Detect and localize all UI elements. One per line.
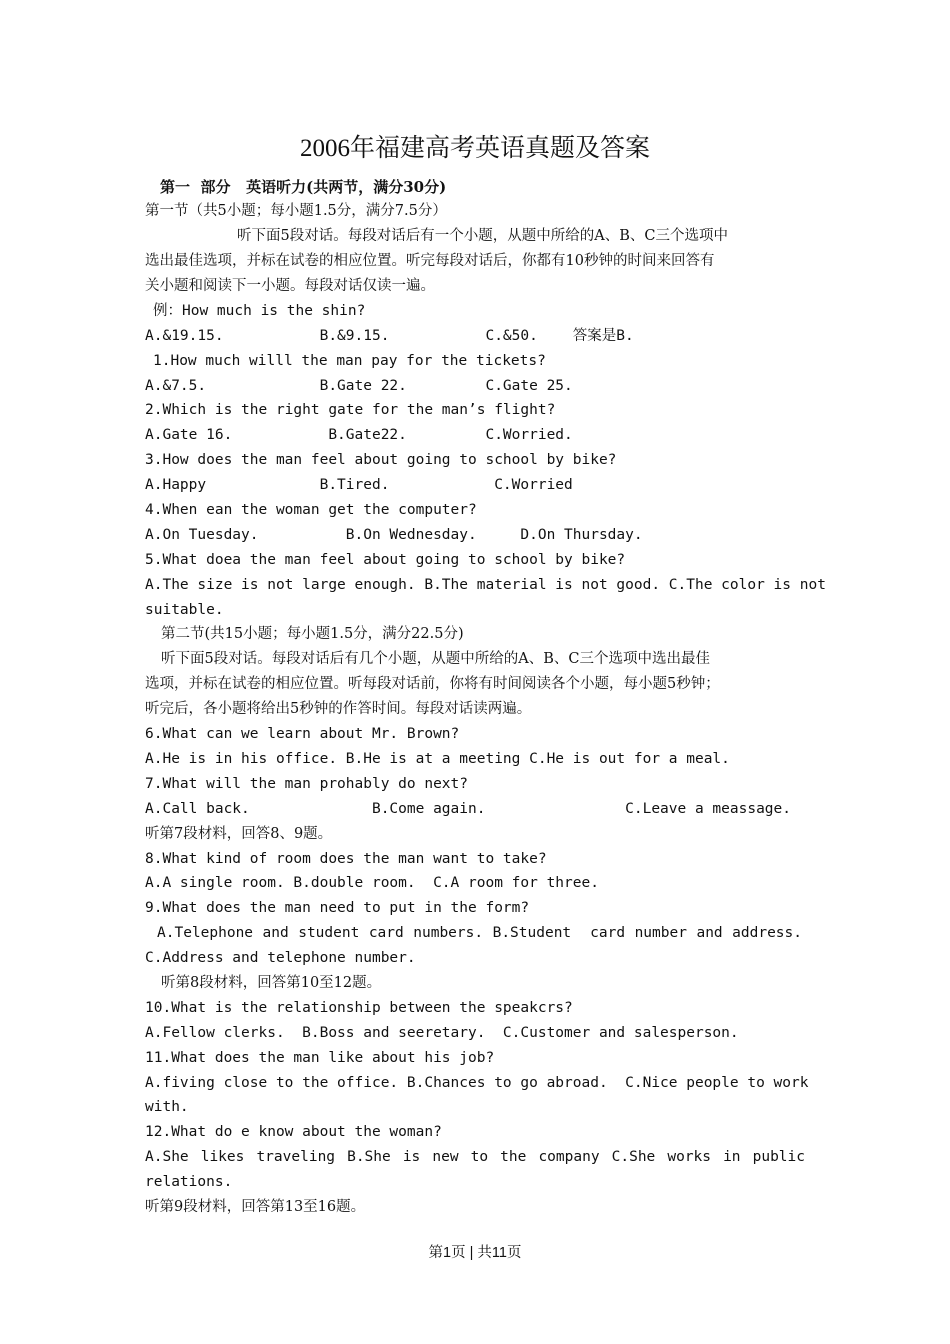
text-line: 6.What can we learn about Mr. Brown? <box>145 726 460 742</box>
text-line: 9.What does the man need to put in the form? <box>145 900 530 916</box>
text-line: 第二节(共15小题；每小题1.5分，满分22.5分) <box>161 626 464 642</box>
text-line: A.Call back. B.Come again. C.Leave a meassage. <box>145 801 792 817</box>
text-line: 例：How much is the shin? <box>153 303 366 319</box>
text-line: 听第8段材料，回答第10至12题。 <box>161 975 382 991</box>
text-line: A.He is in his office. B.He is at a meeting C.He is out for a meal. <box>145 751 730 767</box>
text-line: A.Fellow clerks. B.Boss and seeretary. C.Customer and salesperson. <box>145 1025 739 1041</box>
text-line: A.Gate 16. B.Gate22. C.Worried. <box>145 427 573 443</box>
text-line: 听第7段材料，回答8、9题。 <box>145 826 333 842</box>
text-line: 3.How does the man feel about going to school by bike? <box>145 452 617 468</box>
text-line: 2.Which is the right gate for the man’s flight? <box>145 402 556 418</box>
text-line: A.On Tuesday. B.On Wednesday. D.On Thursday. <box>145 527 643 543</box>
text-line: 4.When ean the woman get the computer? <box>145 502 477 518</box>
text-line: A.fiving close to the office. B.Chances to go abroad. C.Nice people to work <box>145 1075 809 1091</box>
text-line: 听下面5段对话。每段对话后有几个小题，从题中所给的A、B、C三个选项中选出最佳 <box>161 651 710 667</box>
text-line: A.She likes traveling B.She is new to the company C.She works in public <box>145 1149 805 1165</box>
text-line: A.&7.5. B.Gate 22. C.Gate 25. <box>145 378 573 394</box>
text-line: 选项，并标在试卷的相应位置。听每段对话前，你将有时间阅读各个小题，每小题5秒钟； <box>145 676 720 692</box>
text-line: 选出最佳选项，并标在试卷的相应位置。听完每段对话后，你都有10秒钟的时间来回答有 <box>145 253 715 269</box>
text-line: A.Happy B.Tired. C.Worried <box>145 477 573 493</box>
text-line: suitable. <box>145 602 224 618</box>
text-line: A.The size is not large enough. B.The material is not good. C.The color is not <box>145 577 826 593</box>
text-line: with. <box>145 1099 189 1115</box>
text-line: A.Telephone and student card numbers. B.Student card number and address. <box>157 925 802 941</box>
text-line: 听第9段材料，回答第13至16题。 <box>145 1199 366 1215</box>
text-line: 7.What will the man prohably do next? <box>145 776 469 792</box>
part-heading: 第一 部分 英语听力(共两节，满分30分) <box>160 178 447 196</box>
text-line: A.&19.15. B.&9.15. C.&50. 答案是B. <box>145 328 634 344</box>
text-line: C.Address and telephone number. <box>145 950 416 966</box>
text-line: 11.What does the man like about his job? <box>145 1050 495 1066</box>
text-line: 1.How much willl the man pay for the tickets? <box>153 353 546 369</box>
text-line: 第一节（共5小题；每小题1.5分，满分7.5分） <box>145 203 447 219</box>
page-footer: 第1页 | 共11页 <box>428 1245 522 1261</box>
text-line: 10.What is the relationship between the speakcrs? <box>145 1000 573 1016</box>
text-line: 关小题和阅读下一小题。每段对话仅读一遍。 <box>145 278 435 294</box>
text-line: 5.What doea the man feel about going to school by bike? <box>145 552 626 568</box>
text-line: A.A single room. B.double room. C.A room for three. <box>145 875 599 891</box>
text-line: 听下面5段对话。每段对话后有一个小题，从题中所给的A、B、C三个选项中 <box>237 228 728 244</box>
text-line: relations. <box>145 1174 233 1190</box>
text-line: 8.What kind of room does the man want to take? <box>145 851 547 867</box>
document-title: 2006年福建高考英语真题及答案 <box>299 135 650 162</box>
text-line: 听完后，各小题将给出5秒钟的作答时间。每段对话读两遍。 <box>145 701 532 717</box>
text-line: 12.What do e know about the woman? <box>145 1124 442 1140</box>
